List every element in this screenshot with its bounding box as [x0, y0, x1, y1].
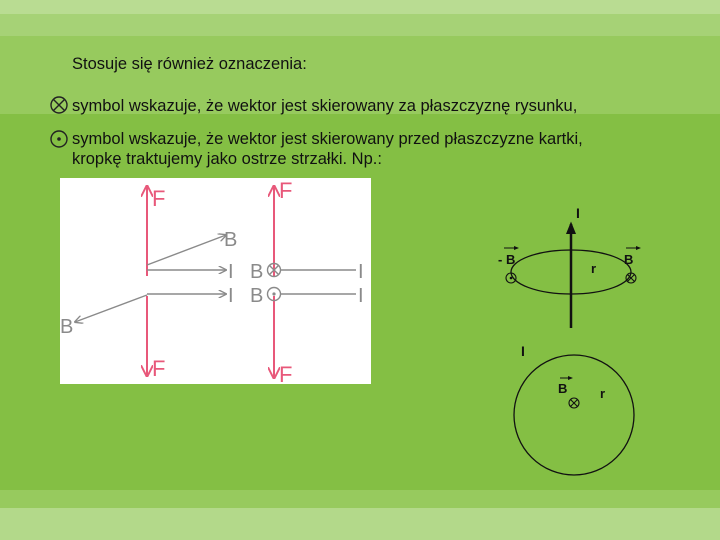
bottom-band-dark [0, 490, 720, 508]
label-B-upper: B [224, 229, 238, 251]
label-B-lower: B [60, 316, 74, 338]
label-F-bottom-right: F [279, 362, 293, 384]
label-I-circle: I [521, 343, 525, 359]
top-band-light [0, 0, 720, 14]
label-F-top-left: F [152, 186, 166, 211]
label-I-lower-left: I [228, 285, 234, 307]
label-r-circle: r [600, 386, 606, 401]
figure-background [60, 178, 371, 384]
label-B-cross: B [250, 261, 264, 283]
label-I-upper-right: I [358, 261, 364, 283]
label-B-dot: B [250, 285, 264, 307]
circled-dot-icon [49, 129, 69, 149]
circled-cross-icon [49, 95, 69, 115]
magnetic-field-diagram [496, 200, 646, 490]
label-I-lower-right: I [358, 285, 364, 307]
label-minus-B: - B [498, 252, 516, 267]
force-diagram [60, 178, 371, 384]
cross-into-page-icon-center [569, 398, 579, 408]
bottom-band-light [0, 508, 720, 540]
label-F-top-right: F [279, 178, 293, 203]
intro-text: Stosuje się również oznaczenia: [72, 55, 307, 73]
label-F-bottom-left: F [152, 356, 166, 381]
label-I-upper-left: I [228, 261, 234, 283]
label-B-right: B [624, 252, 634, 267]
top-band-mid [0, 14, 720, 36]
label-I-wire: I [576, 205, 580, 221]
dot-symbol-note: kropkę traktujemy jako ostrze strzałki. Np.: [72, 150, 382, 168]
label-B-circle: B [558, 381, 568, 396]
dot-symbol-description: symbol wskazuje, że wektor jest skierowany przed płaszczyzne kartki, [72, 130, 583, 148]
label-r-top: r [591, 261, 597, 276]
field-circle [514, 355, 634, 475]
cross-symbol-description: symbol wskazuje, że wektor jest skierowany za płaszczyznę rysunku, [72, 97, 578, 115]
